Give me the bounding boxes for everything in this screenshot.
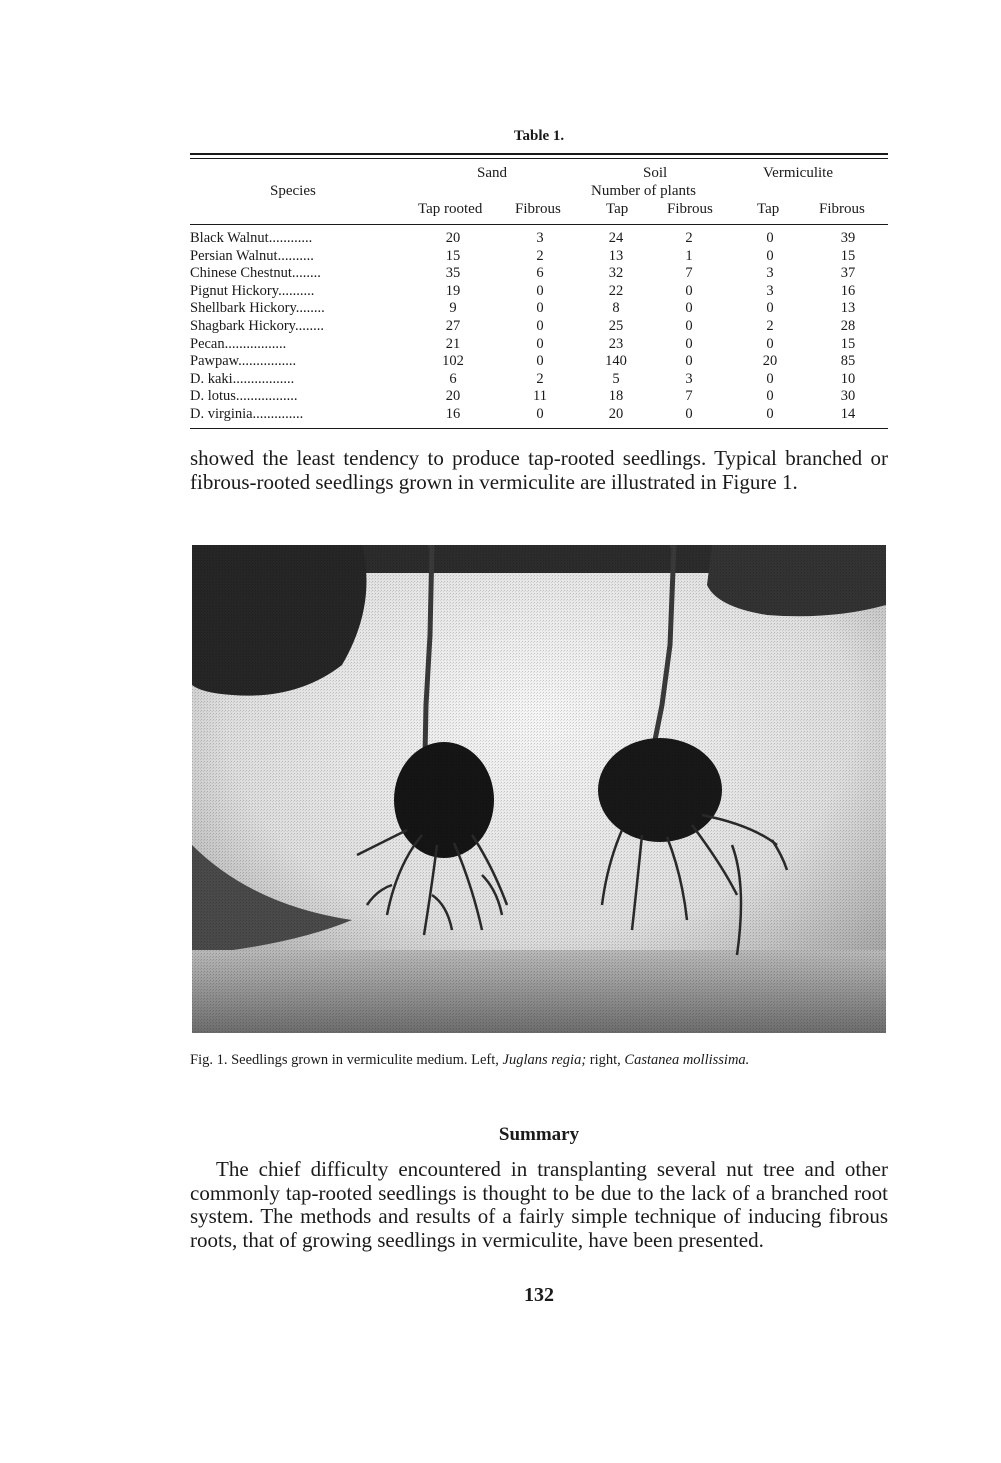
sand-tap-cell: 102 (442, 353, 464, 370)
soil-tap-cell: 18 (608, 388, 624, 405)
table-header-rule (190, 224, 888, 225)
table-row (190, 371, 888, 389)
vermiculite-tap-cell: 0 (766, 247, 774, 264)
header-number-of-plants: Number of plants (591, 183, 696, 199)
header-verm-tap: Tap (757, 201, 780, 217)
table-row (190, 283, 888, 301)
soil-tap-cell: 25 (608, 317, 624, 334)
sand-tap-cell: 6 (449, 370, 457, 387)
figure-caption (190, 1051, 888, 1070)
sand-tap-cell: 27 (445, 317, 461, 334)
vermiculite-tap-cell: 0 (766, 230, 774, 246)
species-cell: Pecan................. (190, 335, 287, 352)
soil-fibrous-cell: 0 (685, 405, 693, 422)
table-row (190, 265, 888, 283)
species-cell: D. virginia.............. (190, 405, 304, 422)
vermiculite-tap-cell: 0 (766, 388, 774, 405)
soil-fibrous-cell: 0 (685, 317, 693, 334)
vermiculite-fibrous-cell: 28 (840, 317, 856, 334)
table-row (190, 230, 888, 248)
species-cell: D. lotus................. (190, 388, 298, 405)
header-soil-fibrous: Fibrous (667, 201, 713, 217)
vermiculite-tap-cell: 3 (766, 265, 774, 282)
table-row (190, 336, 888, 354)
soil-tap-cell: 8 (612, 300, 620, 317)
header-vermiculite: Vermiculite (763, 165, 833, 181)
soil-fibrous-cell: 0 (685, 335, 693, 352)
sand-tap-cell: 20 (445, 230, 461, 246)
header-verm-fibrous: Fibrous (819, 201, 865, 217)
soil-tap-cell: 20 (608, 405, 624, 422)
table-row (190, 388, 888, 406)
summary-heading: Summary (498, 1124, 580, 1145)
sand-fibrous-cell: 0 (536, 353, 544, 370)
vermiculite-fibrous-cell: 15 (840, 247, 856, 264)
soil-fibrous-cell: 2 (685, 230, 693, 246)
sand-fibrous-cell: 0 (536, 405, 544, 422)
sand-fibrous-cell: 2 (536, 247, 544, 264)
vermiculite-fibrous-cell: 15 (840, 335, 856, 352)
table-row (190, 248, 888, 266)
body-paragraph: showed the least tendency to produce tap-rooted seedlings. Typical branched or fibrous-rooted seedlings grown in vermiculite are illustrated in Figure 1. (190, 446, 888, 494)
vermiculite-tap-cell: 0 (766, 405, 774, 422)
soil-tap-cell: 22 (608, 282, 624, 299)
summary-paragraph: The chief difficulty encountered in transplanting several nut tree and other commonly tap-rooted seedlings is thought to be due to the lack of a branched root system. The methods and results of a fairly simple technique of inducing fibrous roots, that of growing seedlings in vermiculite, have been presented. (190, 1157, 888, 1252)
sand-tap-cell: 9 (449, 300, 457, 317)
soil-fibrous-cell: 1 (685, 247, 693, 264)
table-top-rule-thin (190, 158, 888, 159)
species-cell: Shagbark Hickory........ (190, 317, 324, 334)
header-sand-tap-rooted: Tap rooted (418, 201, 483, 217)
vermiculite-fibrous-cell: 30 (840, 388, 856, 405)
vermiculite-fibrous-cell: 14 (840, 405, 856, 422)
vermiculite-tap-cell: 20 (762, 353, 778, 370)
sand-fibrous-cell: 0 (536, 335, 544, 352)
species-cell: Pignut Hickory.......... (190, 282, 315, 299)
sand-fibrous-cell: 6 (536, 265, 544, 282)
vermiculite-fibrous-cell: 16 (840, 282, 856, 299)
soil-fibrous-cell: 0 (685, 353, 693, 370)
vermiculite-tap-cell: 0 (766, 300, 774, 317)
data-table (190, 230, 888, 424)
soil-tap-cell: 23 (608, 335, 624, 352)
soil-fibrous-cell: 0 (685, 300, 693, 317)
vermiculite-fibrous-cell: 10 (840, 370, 856, 387)
vermiculite-tap-cell: 0 (766, 335, 774, 352)
page-number: 132 (524, 1284, 554, 1306)
table-title: Table 1. (513, 128, 565, 144)
caption-species-right: Castanea mollissima. (624, 1052, 750, 1068)
species-cell: Pawpaw................ (190, 353, 297, 370)
sand-tap-cell: 19 (445, 282, 461, 299)
species-cell: Shellbark Hickory........ (190, 300, 325, 317)
sand-fibrous-cell: 0 (536, 300, 544, 317)
sand-tap-cell: 35 (445, 265, 461, 282)
sand-fibrous-cell: 11 (533, 388, 547, 405)
header-species: Species (270, 183, 316, 199)
vermiculite-fibrous-cell: 13 (840, 300, 856, 317)
vermiculite-fibrous-cell: 37 (840, 265, 856, 282)
sand-fibrous-cell: 0 (536, 282, 544, 299)
species-cell: Persian Walnut.......... (190, 247, 314, 264)
table-top-rule (190, 153, 888, 155)
caption-prefix: Fig. 1. Seedlings grown in vermiculite medium. Left, (190, 1052, 503, 1068)
sand-tap-cell: 21 (445, 335, 461, 352)
table-row (190, 406, 888, 424)
soil-fibrous-cell: 7 (685, 388, 693, 405)
table-bottom-rule (190, 428, 888, 429)
seedlings-photo (192, 545, 886, 1033)
table-row (190, 353, 888, 371)
soil-tap-cell: 140 (605, 353, 627, 370)
soil-tap-cell: 5 (612, 370, 620, 387)
vermiculite-fibrous-cell: 39 (840, 230, 856, 246)
header-soil: Soil (643, 165, 668, 181)
soil-fibrous-cell: 0 (685, 282, 693, 299)
sand-tap-cell: 15 (445, 247, 461, 264)
vermiculite-tap-cell: 0 (766, 370, 774, 387)
species-cell: Black Walnut............ (190, 230, 313, 246)
species-cell: Chinese Chestnut........ (190, 265, 321, 282)
table-row (190, 318, 888, 336)
vermiculite-fibrous-cell: 85 (840, 353, 856, 370)
vermiculite-tap-cell: 3 (766, 282, 774, 299)
soil-fibrous-cell: 3 (685, 370, 693, 387)
soil-tap-cell: 13 (608, 247, 624, 264)
soil-tap-cell: 24 (608, 230, 624, 246)
sand-fibrous-cell: 2 (536, 370, 544, 387)
header-soil-tap: Tap (606, 201, 629, 217)
sand-fibrous-cell: 3 (536, 230, 544, 246)
caption-species-left: Juglans regia; (502, 1052, 587, 1068)
header-sand-fibrous: Fibrous (515, 201, 561, 217)
sand-tap-cell: 16 (445, 405, 461, 422)
sand-tap-cell: 20 (445, 388, 461, 405)
header-sand: Sand (477, 165, 507, 181)
sand-fibrous-cell: 0 (536, 317, 544, 334)
soil-fibrous-cell: 7 (685, 265, 693, 282)
caption-middle: right, (586, 1052, 625, 1068)
soil-tap-cell: 32 (608, 265, 624, 282)
table-row (190, 300, 888, 318)
vermiculite-tap-cell: 2 (766, 317, 774, 334)
species-cell: D. kaki................. (190, 370, 295, 387)
